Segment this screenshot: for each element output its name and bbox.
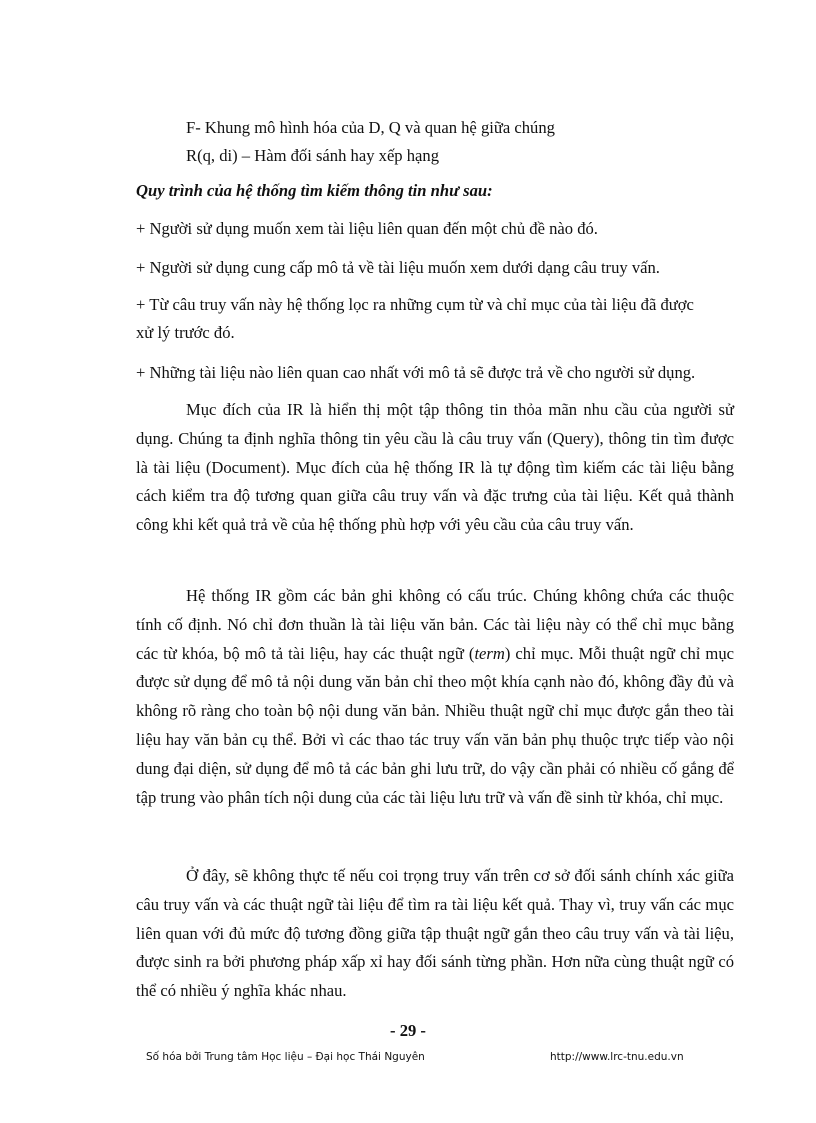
formula-f-line: F- Khung mô hình hóa của D, Q và quan hệ giữa chúng [186,118,555,137]
bullet-item-1: + Người sử dụng muốn xem tài liệu liên quan đến một chủ đề nào đó. [136,219,598,238]
paragraph-matching: Ở đây, sẽ không thực tế nếu coi trọng truy vấn trên cơ sở đối sánh chính xác giữa câu truy vấn và các thuật ngữ tài liệu để tìm ra tài liệu kết quả. Thay vì, truy vấn các mục liên quan với đủ mức độ tương đồng giữa tập thuật ngữ gắn theo câu truy vấn và tài liệu, được sinh ra bởi phương pháp xấp xỉ hay đối sánh từng phần. Hơn nữa cùng thuật ngữ có thể có nhiều ý nghĩa khác nhau. [136,866,734,1001]
paragraph-text-part: Hệ thống IR gồm các bản ghi không có cấu trúc. Chúng không chứa các thuộc tính cố định. Nó chỉ đơn thuần là tài liệu văn bản. Các tài liệu này có thể chỉ mục bằng các từ khóa, bộ mô tả tài liệu, hay các thuật ngữ ( [136,586,734,663]
footer-url: http://www.lrc-tnu.edu.vn [550,1051,684,1063]
bullet-item-2: + Người sử dụng cung cấp mô tả về tài liệu muốn xem dưới dạng câu truy vấn. [136,258,660,277]
term-italic: term [474,643,505,663]
formula-r-line: R(q, di) – Hàm đối sánh hay xếp hạng [186,146,440,165]
bullet-item-3-line-1: + Từ câu truy vấn này hệ thống lọc ra những cụm từ và chỉ mục của tài liệu đã được [136,295,694,314]
paragraph-ir-purpose: Mục đích của IR là hiển thị một tập thông tin thỏa mãn nhu cầu của người sử dụng. Chúng ta định nghĩa thông tin yêu cầu là câu truy vấn (Query), thông tin tìm được là tài liệu (Document). Mục đích của hệ thống IR là tự động tìm kiếm các tài liệu bằng cách kiểm tra độ tương quan giữa câu truy vấn và đặc trưng của tài liệu. Kết quả thành công khi kết quả trả về của hệ thống phù hợp với yêu cầu của câu truy vấn. [136,400,734,535]
section-heading: Quy trình của hệ thống tìm kiếm thông tin như sau: [136,181,493,200]
bullet-item-3-line-2: xử lý trước đó. [136,323,235,342]
paragraph-ir-system [136,582,734,812]
page-number: - 29 - [390,1021,426,1040]
paragraph-text-part: ) chỉ mục. Mỗi thuật ngữ chỉ mục được sử dụng để mô tả nội dung văn bản chỉ theo một khía cạnh nào đó, không đầy đủ và không rõ ràng cho toàn bộ nội dung văn bản. Nhiều thuật ngữ chỉ mục được gắn theo tài liệu hay văn bản cụ thể. Bởi vì các thao tác truy vấn văn bản phụ thuộc trực tiếp vào nội dung đại diện, sử dụng để mô tả các bản ghi lưu trữ, do vậy cần phải có nhiều cố gắng để tập trung vào phân tích nội dung của các tài liệu lưu trữ và vấn đề sinh từ khóa, chỉ mục. [136,643,734,807]
bullet-item-4: + Những tài liệu nào liên quan cao nhất với mô tả sẽ được trả về cho người sử dụng. [136,363,696,382]
footer-left-text: Số hóa bởi Trung tâm Học liệu – Đại học Thái Nguyên [146,1051,425,1063]
